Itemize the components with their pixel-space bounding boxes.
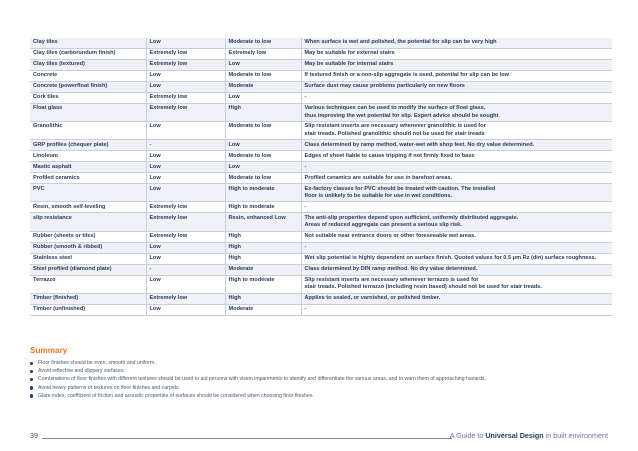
notes-cell [301,151,612,162]
summary-item-text: Glare index, coefficient of friction and acoustic properties of surfaces should be considered when choosing floor finishes. [38,392,314,399]
surface-cell: Profiled ceramics [30,173,146,184]
surface-cell: Resin, smooth self-leveling [30,202,146,213]
wet-slip-cell: High [225,103,301,121]
surface-cell: Timber (unfinished) [30,304,146,315]
summary-title: Summary [30,346,68,355]
surface-cell: Concrete (powerfloat finish) [30,81,146,92]
surface-cell: slip resistance [30,213,146,231]
notes-cell [301,70,612,81]
wet-slip-cell: Moderate to low [225,173,301,184]
notes-cell [301,38,612,48]
summary-item [30,384,620,392]
dry-slip-cell: Low [146,275,225,293]
table-row [30,103,612,121]
notes-cell [301,264,612,275]
table-row [30,231,612,242]
surface-cell: Clay tiles (textured) [30,59,146,70]
notes-cell [301,213,612,231]
summary-list [30,359,620,400]
surface-cell: Mastic asphalt [30,162,146,173]
notes-line: Slip resistant inserts are necessary whenever terrazzo is used for [304,276,479,283]
table-row [30,48,612,59]
surface-cell: Float glass [30,103,146,121]
wet-slip-cell: Moderate to low [225,151,301,162]
surface-cell: Terrazzo [30,275,146,293]
surface-cell: Cork tiles [30,92,146,103]
table-row [30,242,612,253]
wet-slip-cell: Low [225,162,301,173]
surface-cell: Linoleum [30,151,146,162]
dry-slip-cell: Low [146,81,225,92]
surface-cell: Timber (finished) [30,293,146,304]
dry-slip-cell: Low [146,162,225,173]
notes-line: stair treads. Polished granolithic should not be used for stair treads [304,130,485,137]
table-row [30,253,612,264]
surface-cell: GRP profiles (chequer plate) [30,140,146,151]
table-row [30,38,612,48]
notes-cell [301,140,612,151]
surface-cell: Granolithic [30,122,146,140]
dry-slip-cell: Low [146,304,225,315]
table-row [30,275,612,293]
notes-line: Edges of sheet liable to cause tripping if not firmly fixed to base [304,152,475,159]
page-number: 39 [30,431,38,440]
notes-cell [301,293,612,304]
notes-line: - [304,203,307,210]
summary-item-text: Avoid heavy patterns or textures on floor finishes and carpets. [38,384,181,391]
notes-cell [301,202,612,213]
notes-line: Areas of reduced aggregate can present a serious slip risk. [304,221,462,228]
wet-slip-cell: Moderate [225,264,301,275]
summary-item [30,375,620,383]
dry-slip-cell: Extremely low [146,231,225,242]
wet-slip-cell: Moderate to low [225,38,301,48]
surface-cell: Concrete [30,70,146,81]
bullet-icon [30,362,33,365]
notes-line: When surface is wet and polished, the potential for slip can be very high [304,39,497,46]
dry-slip-cell: Extremely low [146,59,225,70]
summary-item [30,359,620,367]
summary-item [30,367,620,375]
wet-slip-cell: High to moderate [225,275,301,293]
surface-cell: Rubber (sheets or tiles) [30,231,146,242]
notes-line: Class determined by ramp method, water-wet with shop feet. No dry value determined. [304,141,535,148]
surface-cell: Steel profiled (diamond plate) [30,264,146,275]
notes-line: Class determined by DIN ramp method. No dry value determined. [304,265,478,272]
wet-slip-cell: Low [225,92,301,103]
wet-slip-cell: High [225,293,301,304]
table-row [30,122,612,140]
dry-slip-cell: Low [146,38,225,48]
notes-line: Slip resistant inserts are necessary whenever granolithic is used for [304,123,486,130]
wet-slip-cell: Resin, enhanced Low [225,213,301,231]
notes-cell [301,231,612,242]
notes-line: floor is unlikely to be suitable for use in wet conditions. [304,192,453,199]
table-row [30,293,612,304]
wet-slip-cell: Moderate [225,81,301,92]
bullet-icon [30,378,33,381]
wet-slip-cell: Moderate to low [225,122,301,140]
wet-slip-cell: Extremely low [225,48,301,59]
bullet-icon [30,394,33,397]
wet-slip-cell: High [225,231,301,242]
wet-slip-cell: High [225,242,301,253]
notes-line: - [304,306,307,313]
table-row [30,173,612,184]
dry-slip-cell: Extremely low [146,213,225,231]
notes-line: Wet slip potential is highly dependent on surface finish. Quoted values for 0.5 μm Rz (din) surface roughness. [304,254,597,261]
notes-line: Applies to sealed, or varnished, or polished timber. [304,295,441,302]
notes-line: Various techniques can be used to modify the surface of float glass, [304,105,486,112]
notes-line: Profiled ceramics are suitable for use in barefoot areas. [304,174,453,181]
table-row [30,202,612,213]
wet-slip-cell: High to moderate [225,202,301,213]
summary-section [30,346,620,400]
table-row [30,140,612,151]
table-row [30,59,612,70]
notes-cell [301,92,612,103]
notes-line: - [304,94,307,101]
notes-cell [301,275,612,293]
notes-cell [301,184,612,202]
surface-cell: PVC [30,184,146,202]
table-row [30,264,612,275]
guide-title-prefix: A Guide to [449,431,486,440]
dry-slip-cell: Extremely low [146,48,225,59]
wet-slip-cell: Moderate [225,304,301,315]
wet-slip-cell: Low [225,59,301,70]
dry-slip-cell: Low [146,122,225,140]
guide-title [450,431,608,440]
surface-cell: Clay tiles (carborundum finish) [30,48,146,59]
notes-line: Surface dust may cause problems particularly on new floors [304,83,465,90]
notes-line: If textured finish or a non-slip aggregate is used, potential for slip can be low [304,72,510,79]
dry-slip-cell: - [146,140,225,151]
table-row [30,162,612,173]
dry-slip-cell: Extremely low [146,202,225,213]
footer-rule [42,438,452,439]
guide-title-suffix: in built environment [543,431,608,440]
notes-cell [301,122,612,140]
wet-slip-cell: Moderate to low [225,70,301,81]
dry-slip-cell: Extremely low [146,92,225,103]
surface-cell: Clay tiles [30,38,146,48]
table-row [30,304,612,315]
dry-slip-cell: Low [146,242,225,253]
notes-line: thus improving the wet potential for slip. Expert advice should be sought [304,112,499,119]
wet-slip-cell: High [225,253,301,264]
dry-slip-cell: Low [146,70,225,81]
notes-cell [301,103,612,121]
notes-cell [301,81,612,92]
summary-item [30,392,620,400]
dry-slip-cell: Low [146,151,225,162]
table-row [30,184,612,202]
dry-slip-cell: Low [146,173,225,184]
bullet-icon [30,386,33,389]
notes-line: - [304,163,307,170]
dry-slip-cell: - [146,264,225,275]
guide-title-bold: Universal Design [485,431,544,440]
notes-line: May be suitable for external stairs [304,50,395,57]
notes-line: - [304,243,307,250]
surface-cell: Rubber (smooth & ribbed) [30,242,146,253]
dry-slip-cell: Extremely low [146,293,225,304]
notes-line: May be suitable for internal stairs [304,61,394,68]
table-row [30,213,612,231]
summary-item-text: Combinations of floor finishes with different textures should be used to aid persons with vision impairments to identify and differentiate the various areas, and to warn them of approaching hazards. [38,376,486,383]
notes-cell [301,162,612,173]
notes-cell [301,304,612,315]
table-row [30,92,612,103]
table-body [30,38,612,315]
table-row [30,70,612,81]
dry-slip-cell: Low [146,184,225,202]
surface-cell: Stainless steel [30,253,146,264]
notes-cell [301,253,612,264]
notes-line: Not suitable near entrance doors or other foreseeable wet areas. [304,232,476,239]
notes-line: The anti-slip properties depend upon sufficient, uniformly distributed aggregate. [304,214,519,221]
dry-slip-cell: Extremely low [146,103,225,121]
dry-slip-cell: Low [146,253,225,264]
summary-item-text: Avoid reflective and slippery surfaces. [38,368,125,375]
notes-line: stair treads. Polished terrazzo (including resin based) should not be used for stair treads. [304,284,542,291]
wet-slip-cell: High to moderate [225,184,301,202]
notes-cell [301,173,612,184]
bullet-icon [30,370,33,373]
notes-cell [301,59,612,70]
summary-item-text: Floor finishes should be even, smooth and uniform. [38,360,156,366]
table-row [30,151,612,162]
notes-line: Ex-factory classes for PVC should be treated with caution. The installed [304,185,496,192]
notes-cell [301,242,612,253]
floor-surfaces-table [30,38,612,316]
wet-slip-cell: Low [225,140,301,151]
notes-cell [301,48,612,59]
table-row [30,81,612,92]
